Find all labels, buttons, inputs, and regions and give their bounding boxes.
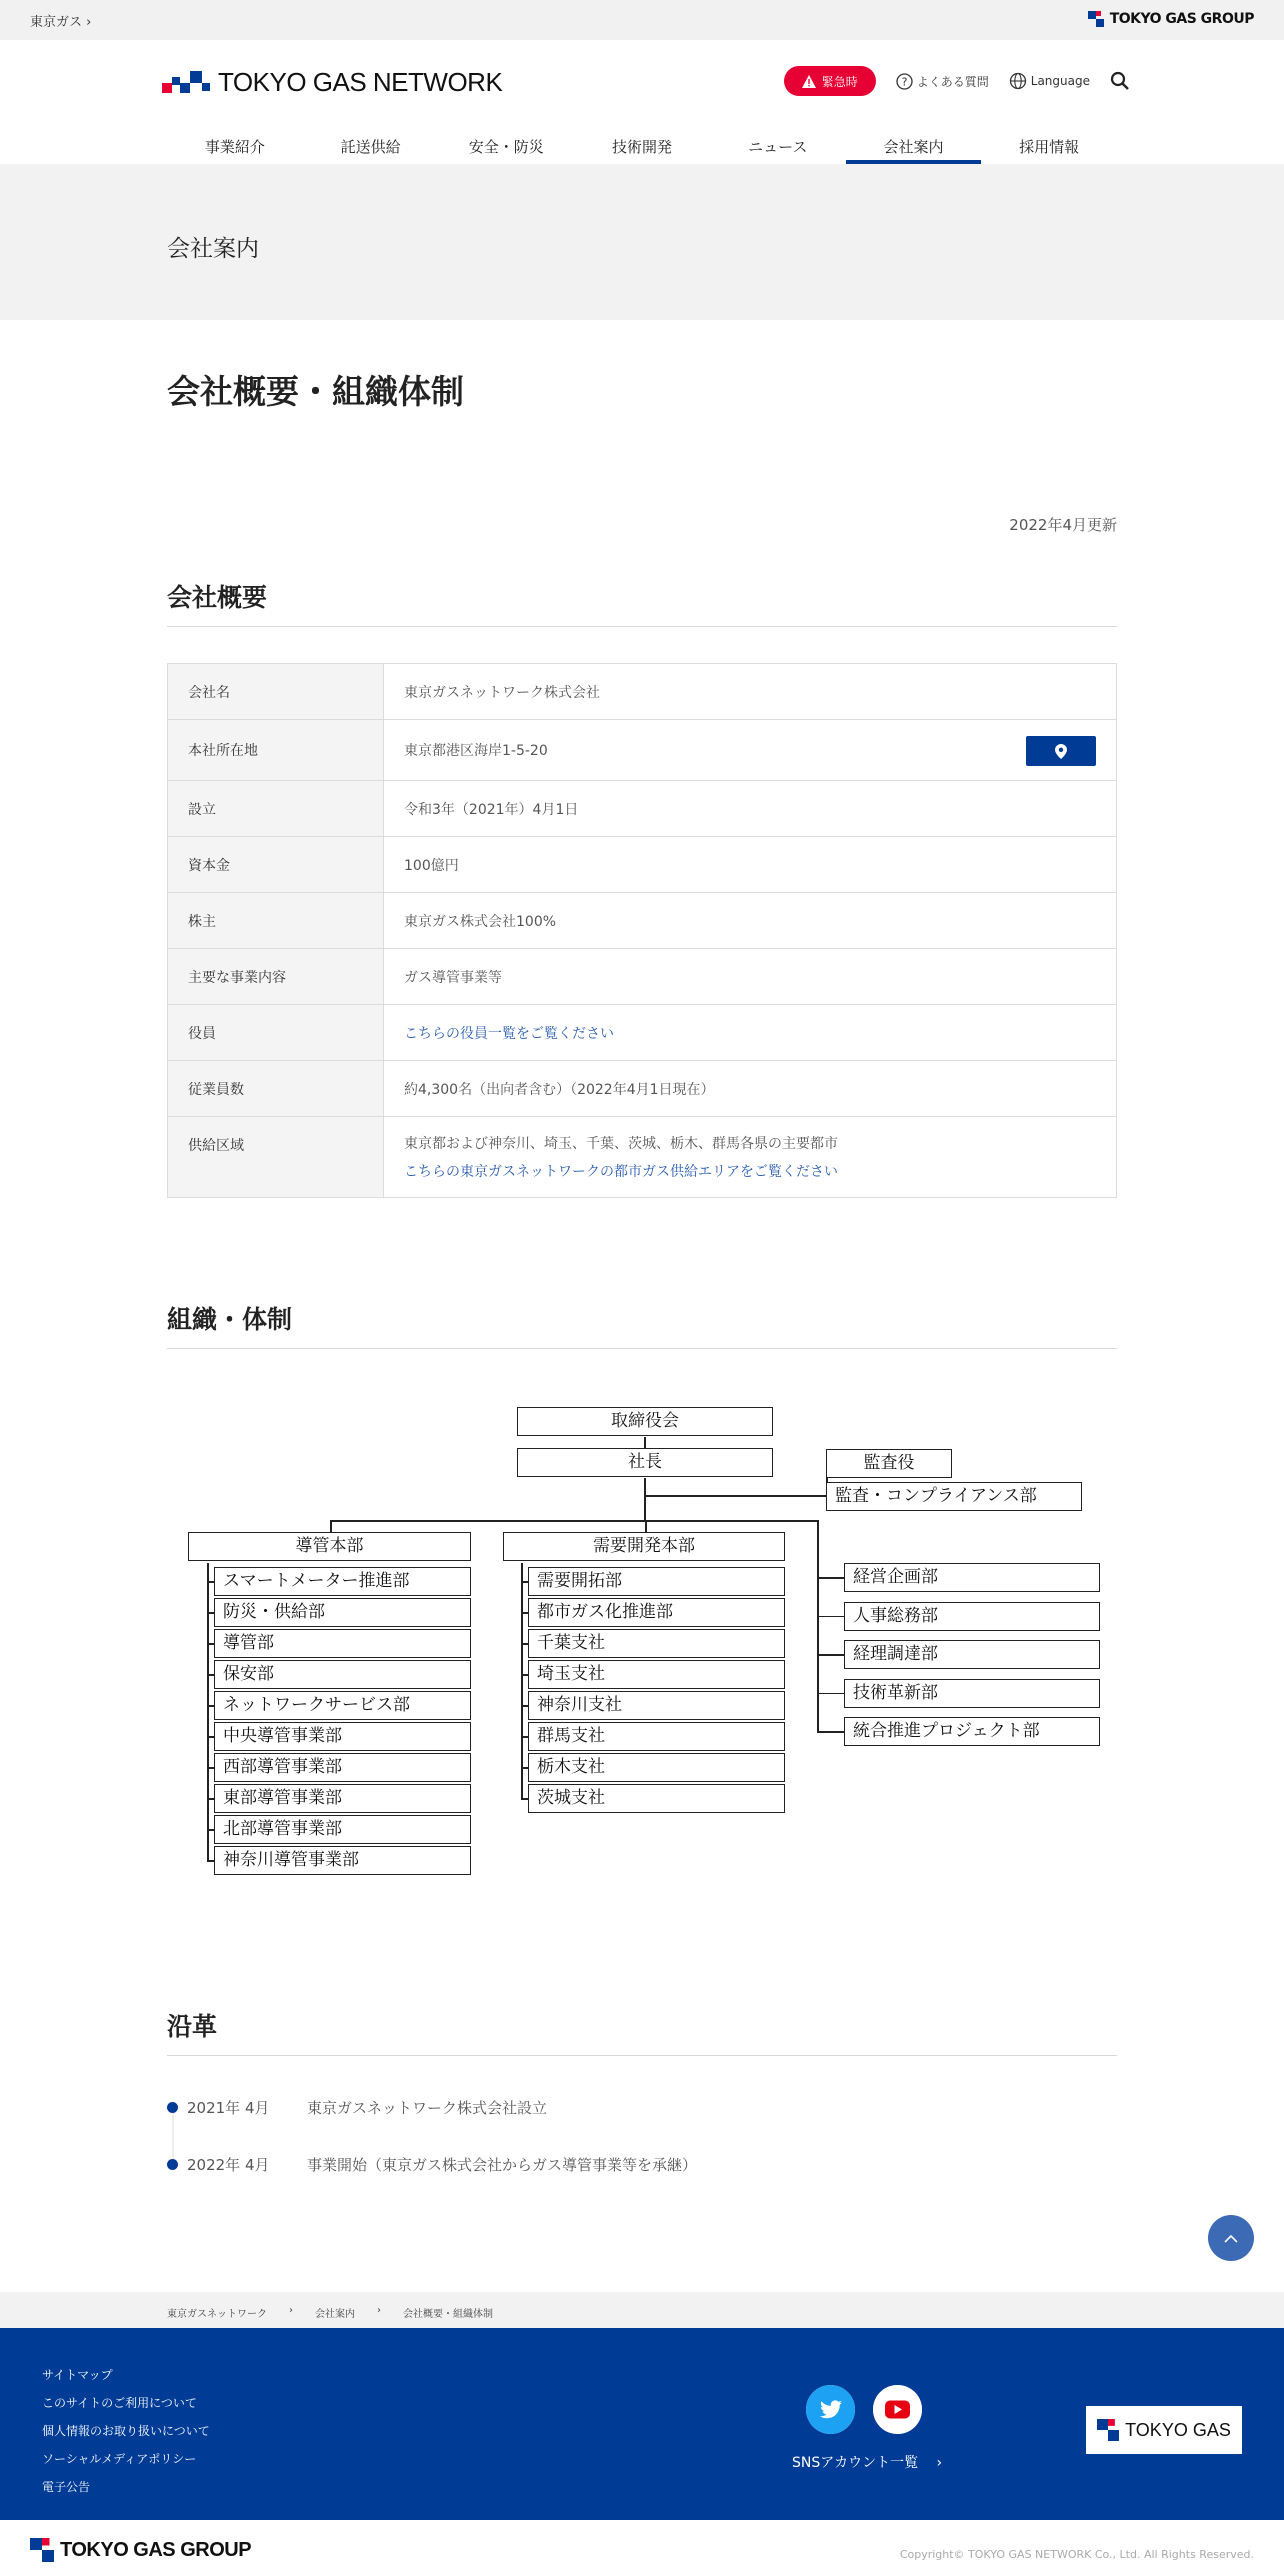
- connector-line: [817, 1693, 844, 1695]
- row-header: 供給区域: [168, 1117, 384, 1197]
- connector-line: [207, 1829, 214, 1831]
- table-row: [168, 1117, 1116, 1197]
- youtube-icon[interactable]: [873, 2385, 922, 2434]
- org-box-dept: ネットワークサービス部: [214, 1691, 471, 1720]
- org-box-dept: 茨城支社: [528, 1784, 785, 1813]
- history-text: 東京ガスネットワーク株式会社設立: [307, 2099, 548, 2117]
- timeline-dot: [167, 2159, 178, 2170]
- twitter-icon[interactable]: [806, 2385, 855, 2434]
- map-pin-icon: [1055, 744, 1067, 759]
- footer-link-sitemap[interactable]: サイトマップ: [42, 2368, 113, 2382]
- history-date: 2021年 4月: [187, 2099, 270, 2117]
- row-value: 令和3年（2021年）4月1日: [404, 801, 579, 818]
- faq-label: よくある質問: [916, 74, 989, 89]
- connector-line: [330, 1520, 818, 1522]
- table-row: [168, 949, 1116, 1005]
- row-value: ガス導管事業等: [404, 969, 502, 986]
- tokyo-gas-mark-icon: [1097, 2419, 1119, 2441]
- connector-line: [521, 1674, 528, 1676]
- tokyo-gas-link-label: 東京ガス: [30, 15, 83, 30]
- nav-business[interactable]: 事業紹介: [204, 138, 265, 156]
- connector-line: [644, 1478, 646, 1520]
- chevron-right-icon: ›: [922, 2455, 943, 2471]
- footer: [0, 2328, 1284, 2520]
- tokyo-gas-group-label: TOKYO GAS GROUP: [1109, 11, 1254, 27]
- org-box-dept: 人事総務部: [844, 1602, 1100, 1631]
- footer-link-terms[interactable]: このサイトのご利用について: [42, 2396, 197, 2410]
- footer-link-privacy[interactable]: 個人情報のお取り扱いについて: [42, 2424, 210, 2438]
- table-row: [168, 720, 1116, 781]
- org-box-dept: 技術革新部: [844, 1679, 1100, 1708]
- chevron-right-icon: ›: [86, 15, 92, 30]
- org-box-dept: 栃木支社: [528, 1753, 785, 1782]
- row-value: [384, 1005, 1116, 1060]
- supply-area-text: 東京都および神奈川、埼玉、千葉、茨城、栃木、群馬各県の主要都市: [404, 1136, 838, 1152]
- org-box-dept: スマートメーター推進部: [214, 1567, 471, 1596]
- footer-links: [42, 2366, 210, 2495]
- nav-news[interactable]: ニュース: [748, 138, 808, 156]
- page-title: 会社概要・組織体制: [167, 372, 464, 411]
- language-link[interactable]: [1009, 72, 1090, 90]
- nav-recruit[interactable]: 採用情報: [1019, 138, 1080, 156]
- header-tools: [784, 66, 1130, 96]
- row-header: 従業員数: [168, 1061, 384, 1116]
- utility-bar: [0, 0, 1284, 40]
- nav-technology[interactable]: 技術開発: [612, 138, 673, 156]
- connector-line: [521, 1736, 528, 1738]
- org-box-auditor: 監査役: [826, 1449, 952, 1478]
- bottom-bar: [0, 2520, 1284, 2568]
- org-box-dept: 西部導管事業部: [214, 1753, 471, 1782]
- org-box-dept: 都市ガス化推進部: [528, 1598, 785, 1627]
- breadcrumb-company[interactable]: 会社案内: [315, 2309, 355, 2320]
- officers-link[interactable]: こちらの役員一覧をご覧ください: [404, 1025, 614, 1042]
- history-text: 事業開始（東京ガス株式会社からガス導管事業等を承継）: [307, 2156, 698, 2174]
- org-box-dept: 需要開拓部: [528, 1567, 785, 1596]
- nav-company[interactable]: 会社案内: [846, 130, 982, 164]
- sns-accounts-label: SNSアカウント一覧: [792, 2455, 919, 2471]
- connector-line: [521, 1563, 523, 1800]
- breadcrumb-separator: ›: [289, 2305, 293, 2316]
- row-value: [384, 720, 1116, 780]
- table-row: [168, 664, 1116, 720]
- tokyo-gas-link[interactable]: [30, 11, 91, 30]
- connector-line: [207, 1581, 214, 1583]
- connector-line: [207, 1767, 214, 1769]
- table-row: [168, 1061, 1116, 1117]
- emergency-label: 緊急時: [821, 74, 858, 89]
- footer-link-social-policy[interactable]: ソーシャルメディアポリシー: [42, 2452, 197, 2466]
- row-header: 株主: [168, 893, 384, 948]
- org-box-dept: 東部導管事業部: [214, 1784, 471, 1813]
- language-label: Language: [1030, 74, 1090, 88]
- connector-line: [207, 1798, 214, 1800]
- connector-line: [207, 1563, 209, 1862]
- org-box-compliance: 監査・コンプライアンス部: [826, 1482, 1082, 1511]
- row-header: 資本金: [168, 837, 384, 892]
- org-box-dept: 防災・供給部: [214, 1598, 471, 1627]
- table-row: [168, 893, 1116, 949]
- row-header: 役員: [168, 1005, 384, 1060]
- breadcrumb-current: 会社概要・組織体制: [403, 2309, 493, 2320]
- map-button[interactable]: [1026, 736, 1096, 766]
- org-box-dept: 経理調達部: [844, 1640, 1100, 1669]
- question-icon: [896, 73, 913, 90]
- site-logo-text: TOKYO GAS NETWORK: [218, 67, 503, 97]
- connector-line: [817, 1654, 844, 1656]
- connector-line: [817, 1520, 819, 1732]
- org-box-dept: 千葉支社: [528, 1629, 785, 1658]
- emergency-button[interactable]: [784, 66, 876, 96]
- category-title: 会社案内: [167, 236, 259, 262]
- nav-consignment[interactable]: 託送供給: [340, 138, 401, 156]
- breadcrumb: [0, 2292, 1284, 2328]
- row-value: 東京ガスネットワーク株式会社: [404, 684, 600, 701]
- timeline-dot: [167, 2102, 178, 2113]
- connector-line: [207, 1674, 214, 1676]
- org-box-dept: 統合推進プロジェクト部: [844, 1717, 1100, 1746]
- row-value: 約4,300名（出向者含む）（2022年4月1日現在）: [404, 1081, 715, 1098]
- connector-line: [521, 1767, 528, 1769]
- connector-line: [207, 1612, 214, 1614]
- history-date: 2022年 4月: [187, 2156, 270, 2174]
- overview-heading: 会社概要: [167, 578, 1117, 627]
- org-box-dept: 経営企画部: [844, 1563, 1100, 1592]
- footer-logo-text: TOKYO GAS: [1125, 2419, 1231, 2440]
- history-heading: 沿革: [167, 2007, 1117, 2056]
- connector-line: [521, 1798, 528, 1800]
- overview-table: [167, 663, 1117, 1198]
- nav-safety[interactable]: 安全・防災: [468, 138, 544, 156]
- tokyo-gas-network-mark-icon: [162, 69, 210, 97]
- footer-tokyo-gas-logo[interactable]: [1086, 2406, 1242, 2454]
- org-box-dept: 中央導管事業部: [214, 1722, 471, 1751]
- globe-icon: [1009, 72, 1027, 90]
- org-box-pipeline-hq: 導管本部: [188, 1532, 471, 1561]
- history-item: [167, 2154, 697, 2175]
- group-logo-text: TOKYO GAS GROUP: [60, 2538, 252, 2561]
- org-box-dept: 群馬支社: [528, 1722, 785, 1751]
- connector-line: [207, 1643, 214, 1645]
- table-row: [168, 837, 1116, 893]
- tokyo-gas-group-logo[interactable]: [1088, 11, 1254, 27]
- updated-date: 2022年4月更新: [1009, 516, 1117, 534]
- footer-link-e-notice[interactable]: 電子公告: [42, 2480, 91, 2494]
- org-box-board: 取締役会: [517, 1407, 773, 1436]
- connector-line: [644, 1495, 826, 1497]
- warning-icon: [802, 75, 816, 88]
- table-row: [168, 1005, 1116, 1061]
- copyright: Copyright© TOKYO GAS NETWORK Co., Ltd. All Rights Reserved.: [899, 2548, 1254, 2561]
- search-icon[interactable]: [1110, 71, 1130, 91]
- connector-line: [521, 1612, 528, 1614]
- page-category-band: [0, 164, 1284, 320]
- connector-line: [521, 1581, 528, 1583]
- breadcrumb-separator: ›: [377, 2305, 381, 2316]
- table-row: [168, 781, 1116, 837]
- connector-line: [817, 1731, 844, 1733]
- tokyo-gas-group-mark-icon: [30, 2538, 54, 2562]
- org-box-dept: 神奈川支社: [528, 1691, 785, 1720]
- row-header: 設立: [168, 781, 384, 836]
- org-box-dept: 埼玉支社: [528, 1660, 785, 1689]
- breadcrumb-home[interactable]: 東京ガスネットワーク: [167, 2309, 267, 2320]
- org-box-dept: 北部導管事業部: [214, 1815, 471, 1844]
- tokyo-gas-group-footer-logo[interactable]: [30, 2538, 251, 2562]
- connector-line: [521, 1705, 528, 1707]
- org-heading: 組織・体制: [167, 1300, 1117, 1349]
- row-header: 主要な事業内容: [168, 949, 384, 1004]
- row-header: 本社所在地: [168, 720, 384, 780]
- row-header: 会社名: [168, 664, 384, 719]
- back-to-top-button[interactable]: [1208, 2215, 1254, 2261]
- row-value: 東京ガス株式会社100%: [404, 913, 557, 930]
- chevron-up-icon: [1224, 2234, 1238, 2243]
- sns-icons: [806, 2385, 922, 2434]
- supply-area-link[interactable]: こちらの東京ガスネットワークの都市ガス供給エリアをご覧ください: [404, 1164, 838, 1180]
- address-text: 東京都港区海岸1-5-20: [404, 743, 548, 759]
- sns-accounts-link[interactable]: [792, 2452, 942, 2472]
- connector-line: [330, 1520, 332, 1532]
- site-logo[interactable]: [162, 67, 502, 98]
- history-item: [167, 2097, 547, 2118]
- connector-line: [207, 1860, 214, 1862]
- org-box-dept: 保安部: [214, 1660, 471, 1689]
- org-box-dept: 導管部: [214, 1629, 471, 1658]
- connector-line: [521, 1643, 528, 1645]
- row-value: [384, 1117, 1116, 1197]
- org-box-demand-hq: 需要開発本部: [503, 1532, 785, 1561]
- faq-link[interactable]: [896, 73, 989, 90]
- connector-line: [207, 1736, 214, 1738]
- org-box-dept: 神奈川導管事業部: [214, 1846, 471, 1875]
- global-nav: [167, 130, 1117, 164]
- connector-line: [207, 1705, 214, 1707]
- connector-line: [645, 1520, 647, 1532]
- org-box-president: 社長: [517, 1448, 773, 1477]
- row-value: 100億円: [404, 857, 459, 874]
- connector-line: [817, 1616, 844, 1618]
- tokyo-gas-group-mark-icon: [1088, 11, 1104, 27]
- connector-line: [817, 1577, 844, 1579]
- svg-text:?: ?: [901, 75, 908, 88]
